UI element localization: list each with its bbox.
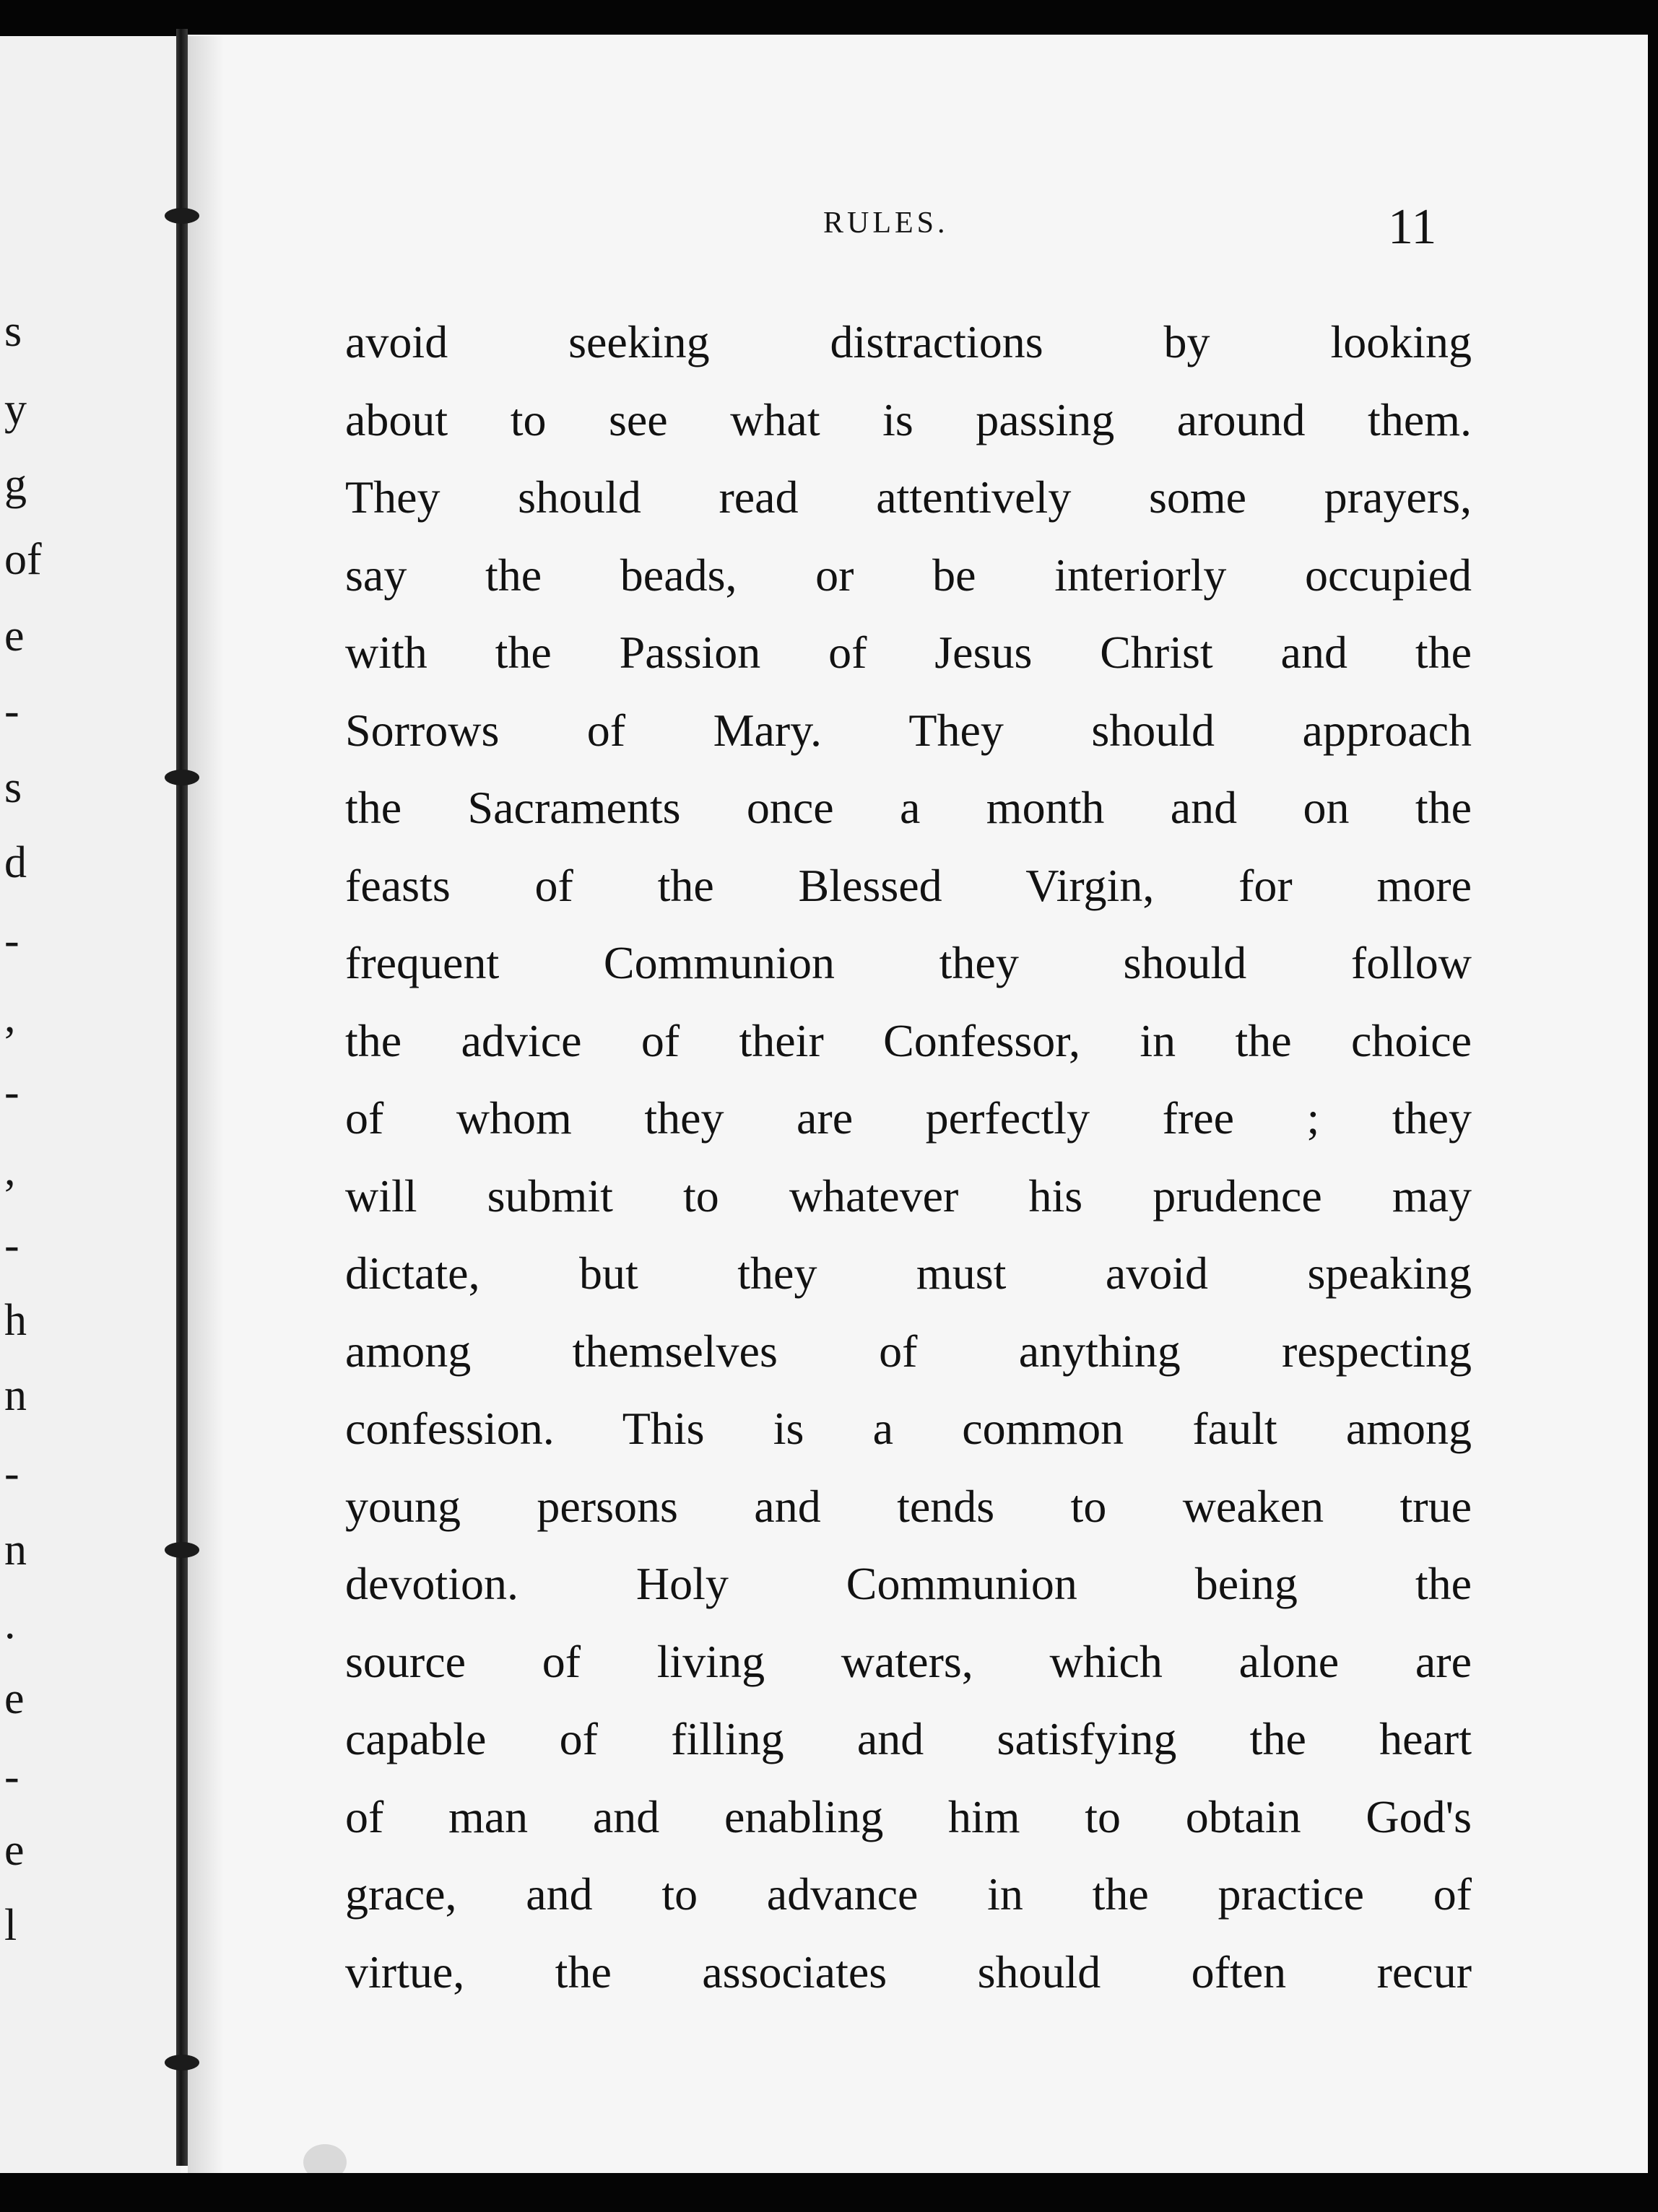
gutter-shadow — [188, 36, 224, 2173]
text-line: virtue, the associates should often recur — [345, 1946, 1472, 1998]
running-head: RULES. — [823, 206, 949, 240]
bottom-scan-border — [0, 2173, 1658, 2212]
left-page-fragment: y — [4, 385, 27, 434]
left-page-fragment: e — [4, 611, 25, 661]
text-line: of whom they are perfectly free ; they — [345, 1092, 1472, 1144]
text-line: devotion. Holy Communion being the — [345, 1558, 1472, 1609]
text-line: about to see what is passing around them. — [345, 393, 1472, 445]
left-page-fragment: d — [4, 838, 27, 887]
text-line: avoid seeking distractions by looking — [345, 316, 1472, 367]
left-page-edge — [0, 36, 181, 2174]
text-line: say the beads, or be interiorly occupied — [345, 549, 1472, 601]
left-page-fragment: n — [4, 1371, 27, 1420]
left-page-fragment: e — [4, 1826, 25, 1875]
text-line: of man and enabling him to obtain God's — [345, 1790, 1472, 1842]
text-line: confession. This is a common fault among — [345, 1403, 1472, 1454]
text-line: with the Passion of Jesus Christ and the — [345, 627, 1472, 678]
body-text — [345, 303, 1472, 2011]
left-page-fragment: , — [4, 1146, 16, 1195]
top-scan-border — [0, 0, 1658, 38]
left-page-fragment: of — [4, 535, 42, 584]
binding-stitch — [165, 770, 199, 785]
book-gutter — [176, 29, 188, 2166]
text-line: grace, and to advance in the practice of — [345, 1868, 1472, 1920]
left-page-fragment: - — [4, 687, 19, 736]
text-line: dictate, but they must avoid speaking — [345, 1247, 1472, 1299]
binding-stitch — [165, 208, 199, 224]
text-line: Sorrows of Mary. They should approach — [345, 704, 1472, 756]
left-page-fragment: - — [4, 1068, 19, 1117]
text-line: feasts of the Blessed Virgin, for more — [345, 859, 1472, 911]
left-page-fragment: l — [4, 1901, 17, 1950]
left-page-fragment: h — [4, 1296, 27, 1345]
left-page-fragment: n — [4, 1525, 27, 1575]
left-page-fragment: . — [4, 1599, 16, 1648]
left-page-fragment: s — [4, 763, 22, 812]
binding-stitch — [165, 2055, 199, 2071]
text-line: source of living waters, which alone are — [345, 1635, 1472, 1687]
text-line: the Sacraments once a month and on the — [345, 782, 1472, 833]
left-page-fragment: e — [4, 1674, 25, 1723]
left-page-fragment: - — [4, 1752, 19, 1801]
left-page-fragment: , — [4, 993, 16, 1042]
left-page-fragment: - — [4, 916, 19, 965]
text-line: capable of filling and satisfying the heart — [345, 1713, 1472, 1764]
text-line: among themselves of anything respecting — [345, 1325, 1472, 1377]
left-page-fragment: s — [4, 307, 22, 356]
text-line: the advice of their Confessor, in the choice — [345, 1014, 1472, 1066]
text-line: young persons and tends to weaken true — [345, 1480, 1472, 1532]
right-scan-border — [1648, 0, 1658, 2212]
binding-stitch — [165, 1542, 199, 1558]
page-number: 11 — [1388, 199, 1437, 255]
text-line: will submit to whatever his prudence may — [345, 1170, 1472, 1222]
left-page-fragment: - — [4, 1449, 19, 1498]
text-line: They should read attentively some prayers, — [345, 471, 1472, 523]
text-line: frequent Communion they should follow — [345, 937, 1472, 988]
left-page-fragment: - — [4, 1221, 19, 1270]
left-page-fragment: g — [4, 460, 27, 509]
